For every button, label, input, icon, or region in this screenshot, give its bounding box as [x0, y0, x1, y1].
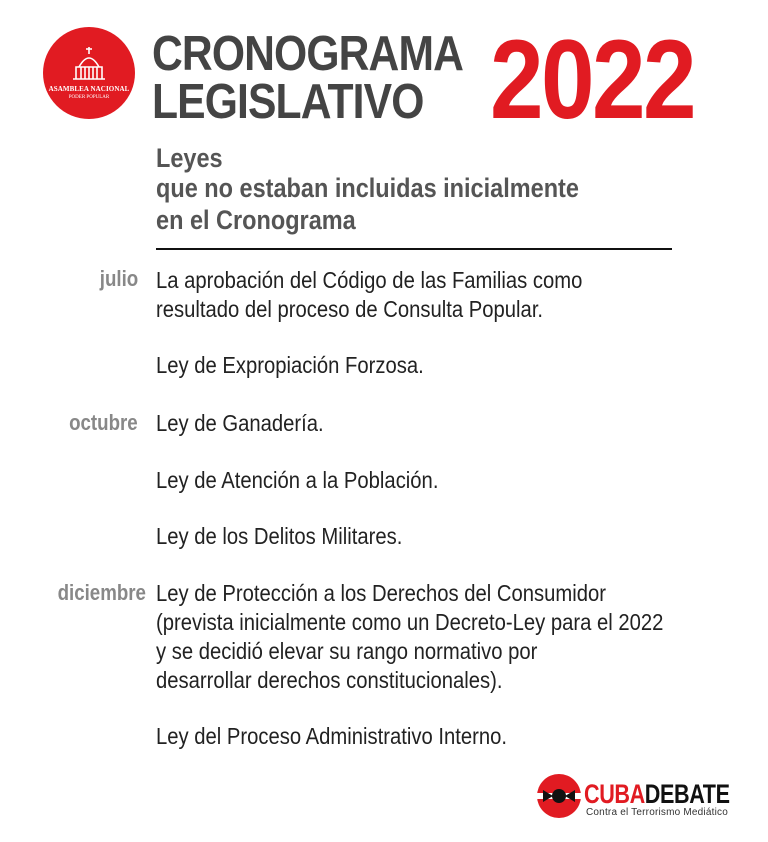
- law-line: Ley de los Delitos Militares.: [156, 523, 403, 549]
- law-line: La aprobación del Código de las Familias como: [156, 267, 583, 293]
- law-line: desarrollar derechos constitucionales).: [156, 667, 503, 693]
- brand-part1: CUBA: [584, 779, 645, 809]
- asamblea-nacional-logo: [43, 27, 135, 119]
- law-line: Ley de Ganadería.: [156, 410, 324, 436]
- subtitle-line2: que no estaban incluidas inicialmente: [156, 173, 579, 203]
- cubadebate-tagline: Contra el Terrorismo Mediático: [586, 807, 728, 818]
- month-julio: julio: [99, 266, 138, 291]
- law-ganaderia: [156, 409, 324, 438]
- month-octubre: octubre: [69, 410, 138, 435]
- month-diciembre: diciembre: [57, 580, 146, 605]
- law-line: Ley del Proceso Administrativo Interno.: [156, 723, 508, 749]
- subtitle-line3: en el Cronograma: [156, 205, 356, 235]
- cubadebate-logo: [537, 774, 581, 818]
- law-line: Ley de Expropiación Forzosa.: [156, 352, 424, 378]
- law-proceso-administrativo: [156, 722, 507, 751]
- law-proteccion-consumidor: [156, 579, 663, 695]
- subtitle-line1: Leyes: [156, 143, 223, 173]
- law-line: (prevista inicialmente como un Decreto-Ley para el 2022: [156, 609, 664, 635]
- title-year: 2022: [490, 17, 694, 142]
- law-codigo-familias: [156, 266, 582, 324]
- cubadebate-wordmark: [584, 781, 730, 808]
- capitol-dome-icon: [43, 27, 135, 119]
- title-line2: LEGISLATIVO: [152, 75, 424, 129]
- law-line: Ley de Protección a los Derechos del Consumidor: [156, 580, 607, 606]
- law-line: y se decidió elevar su rango normativo por: [156, 638, 538, 664]
- law-atencion-poblacion: [156, 466, 438, 495]
- brand-part2: DEBATE: [644, 779, 730, 809]
- law-line: resultado del proceso de Consulta Popular.: [156, 296, 544, 322]
- divider: [156, 248, 672, 250]
- law-expropiacion: [156, 351, 424, 380]
- law-line: Ley de Atención a la Población.: [156, 467, 439, 493]
- logo-line1: ASAMBLEA NACIONAL: [48, 85, 130, 93]
- law-delitos-militares: [156, 522, 402, 551]
- logo-line2: PODER POPULAR: [68, 95, 110, 100]
- cubadebate-arrows-icon: [537, 774, 581, 818]
- title-line1: CRONOGRAMA: [152, 27, 464, 81]
